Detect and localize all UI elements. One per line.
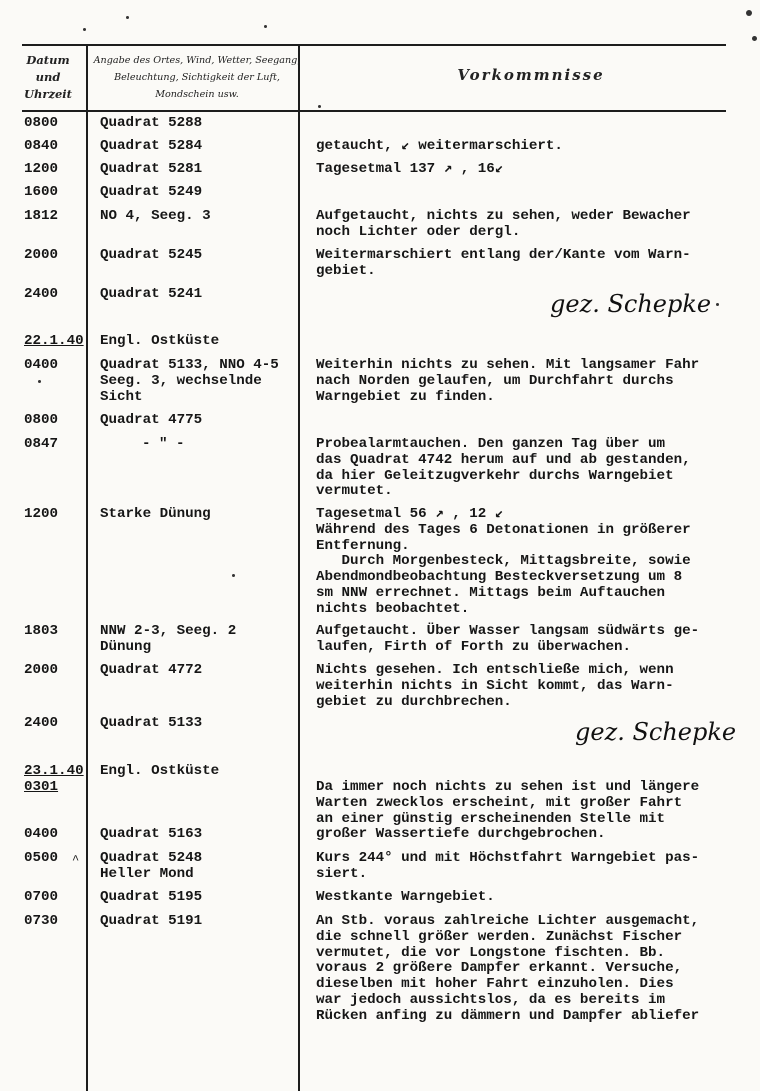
row-place: Engl. Ostküste: [100, 333, 220, 349]
signature-1: gez. Schepke: [550, 290, 712, 318]
row-time: 1200: [24, 161, 59, 177]
row-entry: Da immer noch nichts zu sehen ist und längere Warten zwecklos erscheint, mit großer Fahrt an einer günstig erscheinenden Stelle mit großer Wassertiefe durchgebrochen.: [316, 779, 700, 843]
row-time: 2000: [24, 247, 59, 263]
row-entry: Kurs 244° und mit Höchstfahrt Warngebiet pas- siert.: [316, 850, 700, 882]
row-entry: Aufgetaucht. Über Wasser langsam südwärts ge- laufen, Firth of Forth zu überwachen.: [316, 623, 700, 655]
scan-speck: [752, 36, 757, 41]
row-place: NO 4, Seeg. 3: [100, 208, 211, 224]
row-time: 0500: [24, 850, 59, 866]
header-datum: Datum und Uhrzeit: [24, 53, 72, 101]
column-divider-1: [86, 44, 88, 1091]
row-time: 0730: [24, 913, 59, 929]
row-entry: Weitermarschiert entlang der/Kante vom Warn- gebiet.: [316, 247, 691, 279]
row-place: Quadrat 4775: [100, 412, 203, 428]
row-place: Quadrat 5241: [100, 286, 203, 302]
row-place: Quadrat 5191: [100, 913, 203, 929]
row-time: 0800: [24, 115, 59, 131]
column-divider-2: [298, 44, 300, 1091]
row-time: 1200: [24, 506, 59, 522]
row-place: Quadrat 5163: [100, 826, 203, 842]
row-place: Quadrat 5249: [100, 184, 203, 200]
row-date: 23.1.40 0301: [24, 763, 84, 795]
row-entry: Aufgetaucht, nichts zu sehen, weder Bewacher noch Lichter oder dergl.: [316, 208, 691, 240]
row-time: 0400: [24, 357, 59, 373]
row-place: Starke Dünung: [100, 506, 211, 522]
row-place: Quadrat 5288: [100, 115, 203, 131]
signature-2: gez. Schepke: [575, 718, 737, 746]
scan-speck: [716, 303, 719, 306]
header-angabe: Angabe des Ortes, Wind, Wetter, Seegang, Beleuchtung, Sichtigkeit der Luft, Mondschein usw.: [93, 55, 301, 100]
row-entry: Nichts gesehen. Ich entschließe mich, wenn weiterhin nichts in Sicht kommt, das Warn- gebiet zu durchbrechen.: [316, 662, 674, 710]
row-place: Quadrat 5133: [100, 715, 203, 731]
scan-speck: [746, 10, 752, 16]
row-time: 1803: [24, 623, 59, 639]
row-place: Quadrat 5245: [100, 247, 203, 263]
row-place: Quadrat 4772: [100, 662, 203, 678]
row-time: 0847: [24, 436, 59, 452]
row-entry: Probealarmtauchen. Den ganzen Tag über um das Quadrat 4742 herum auf und ab gestanden, da hier Geleitzugverkehr durchs Warngebiet vermutet.: [316, 436, 691, 500]
scan-speck: [126, 16, 129, 19]
scan-speck: [232, 574, 235, 577]
row-time: 2400: [24, 286, 59, 302]
row-place: Quadrat 5133, NNO 4-5 Seeg. 3, wechselnde Sicht: [100, 357, 279, 405]
row-place: Quadrat 5281: [100, 161, 203, 177]
row-entry: getaucht, ↙ weitermarschiert.: [316, 138, 563, 154]
row-entry: Tagesetmal 137 ↗ , 16↙: [316, 161, 504, 177]
row-entry: Weiterhin nichts zu sehen. Mit langsamer Fahr nach Norden gelaufen, um Durchfahrt durchs Warngebiet zu finden.: [316, 357, 700, 405]
scan-speck: [318, 105, 321, 108]
header-vorkommnisse: Vorkommnisse: [457, 66, 605, 84]
caret-mark: ^: [72, 853, 80, 867]
scan-speck: [83, 28, 86, 31]
row-place: Quadrat 5248 Heller Mond: [100, 850, 203, 882]
scan-speck: [38, 380, 41, 383]
row-place: Quadrat 5195: [100, 889, 203, 905]
row-time: 1600: [24, 184, 59, 200]
header-bottom-rule: [22, 110, 726, 112]
row-entry: An Stb. voraus zahlreiche Lichter ausgemacht, die schnell größer werden. Zunächst Fischer vermutet, die vor Longstone fischten. Bb. voraus 2 größere Dampfer erkannt. Versuche, dieselben mit hoher Fahrt einzuholen. Dies war jedoch aussichtslos, da es bereits im Rücken anfing zu dämmern und Dampfer abliefer: [316, 913, 700, 1024]
row-time: 0400: [24, 826, 59, 842]
row-time: 2400: [24, 715, 59, 731]
row-time: 2000: [24, 662, 59, 678]
row-date: 22.1.40: [24, 333, 84, 349]
row-entry: Tagesetmal 56 ↗ , 12 ↙ Während des Tages 6 Detonationen in größerer Entfernung. Durch Morgenbesteck, Mittagsbreite, sowie Abendmondbeobachtung Besteckversetzung um 8 sm NNW errechnet. Mittags beim Auftauchen nichts beobachtet.: [316, 506, 691, 617]
row-time: 1812: [24, 208, 59, 224]
scan-speck: [264, 25, 267, 28]
row-place: - " -: [142, 436, 185, 452]
row-place: NNW 2-3, Seeg. 2 Dünung: [100, 623, 237, 655]
top-rule: [22, 44, 726, 46]
row-entry: Westkante Warngebiet.: [316, 889, 495, 905]
row-place: Quadrat 5284: [100, 138, 203, 154]
row-time: 0800: [24, 412, 59, 428]
row-time: 0840: [24, 138, 59, 154]
row-place: Engl. Ostküste: [100, 763, 220, 779]
row-time: 0700: [24, 889, 59, 905]
